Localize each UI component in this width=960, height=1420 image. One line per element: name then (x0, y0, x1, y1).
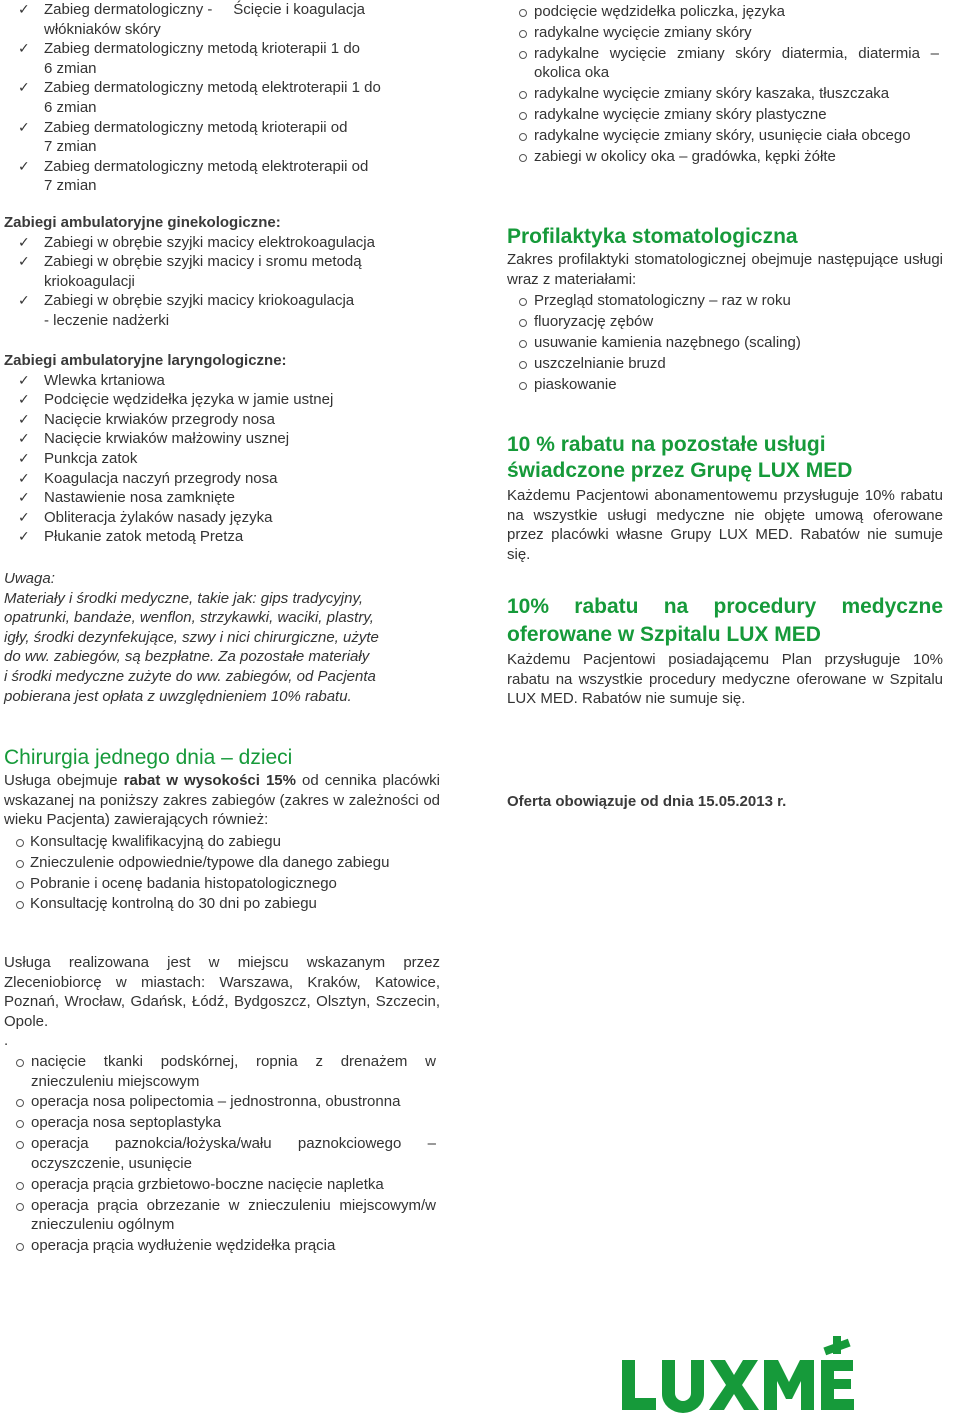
list-item: radykalne wycięcie zmiany skóry diatermia, diatermia – okolica oka (507, 44, 939, 83)
list-item: Przegląd stomatologiczny – raz w roku (507, 291, 943, 311)
list-item: ✓ Zabiegi w obrębie szyjki macicy i sromu metodą kriokoagulacji (4, 252, 438, 291)
list-item: uszczelnianie bruzd (507, 354, 943, 374)
list-item: ✓ Punkcja zatok (4, 449, 438, 469)
section-title: Chirurgia jednego dnia – dzieci (4, 746, 293, 769)
operations-list (4, 1052, 436, 1257)
list-item: operacja prącia grzbietowo-boczne nacięcie napletka (4, 1175, 436, 1195)
chir-intro: Usługa obejmuje rabat w wysokości 15% od cennika placówki wskazanej na poniższy zakres zabiegów (zakres w zależności od wieku Pacjenta) zawierających również: (4, 772, 440, 829)
note-line: i środki medyczne zużyte do ww. zabiegów, od Pacjenta (4, 667, 376, 685)
section-heading: Zabiegi ambulatoryjne ginekologiczne: (4, 214, 281, 231)
szpital-section (507, 593, 943, 709)
list-item: Konsultację kwalifikacyjną do zabiegu (4, 832, 440, 852)
note-line: do ww. zabiegów, są bezpłatne. Za pozostałe materiały (4, 648, 370, 666)
list-item: ✓ Zabieg dermatologiczny metodą elektroterapii 1 do 6 zmian (4, 78, 438, 117)
list-item: ✓ Nacięcie krwiaków przegrody nosa (4, 410, 438, 430)
list-item: ✓ Nacięcie krwiaków małżowiny usznej (4, 429, 438, 449)
luxmed-logo (620, 1334, 870, 1414)
list-item: ✓ Zabieg dermatologiczny - Ścięcie i koagulacja włókniaków skóry (4, 0, 438, 39)
section-text: Każdemu Pacjentowi posiadającemu Plan przysługuje 10% rabatu na wszystkie procedury medyczne oferowane w Szpitalu LUX MED. Rabatów nie sumuje się. (507, 651, 943, 708)
list-item: ✓ Zabiegi w obrębie szyjki macicy kriokoagulacja - leczenie nadżerki (4, 291, 438, 330)
list-item: ✓ Zabieg dermatologiczny metodą krioterapii od 7 zmian (4, 118, 438, 157)
list-item: radykalne wycięcie zmiany skóry plastyczne (507, 105, 939, 125)
list-item: ✓ Zabieg dermatologiczny metodą krioterapii 1 do 6 zmian (4, 39, 438, 78)
list-item: operacja paznokcia/łożyska/wału paznokciowego – oczyszczenie, usunięcie (4, 1134, 436, 1173)
note-line: opatrunki, bandaże, wenflon, strzykawki, waciki, plastry, (4, 609, 374, 627)
section-text: Każdemu Pacjentowi abonamentowemu przysługuje 10% rabatu na wszystkie usługi medyczne nie objęte umową oferowane przez placówki własne Grupy LUX MED. Rabatów nie sumuje się. (507, 487, 943, 563)
list-item: Pobranie i ocenę badania histopatologicznego (4, 874, 440, 894)
list-item: operacja nosa polipectomia – jednostronna, obustronna (4, 1092, 436, 1112)
chir-location: Usługa realizowana jest w miejscu wskazanym przez Zleceniobiorcę w miastach: Warszawa, Kraków, Katowice, Poznań, Wrocław, Gdańsk, Łódź, Bydgoszcz, Olsztyn, Szczecin, Opole. . (4, 954, 440, 1050)
list-item: ✓ Obliteracja żylaków nasady języka (4, 508, 438, 528)
lar-section (4, 351, 438, 547)
uwaga-note (4, 569, 438, 706)
list-item: operacja prącia obrzezanie w znieczuleniu miejscowym/w znieczuleniu ogólnym (4, 1196, 436, 1235)
list-item: radykalne wycięcie zmiany skóry (507, 23, 939, 43)
list-item: radykalne wycięcie zmiany skóry, usunięcie ciała obcego (507, 126, 939, 146)
list-item: ✓ Zabiegi w obrębie szyjki macicy elektrokoagulacja (4, 233, 438, 253)
list-item: ✓ Koagulacja naczyń przegrody nosa (4, 469, 438, 489)
list-item: operacja prącia wydłużenie wędzidełka prącia (4, 1236, 436, 1256)
luxmed-logo-graphic (620, 1334, 870, 1414)
stomatology-section (507, 224, 943, 396)
logo-text: LUXMED (620, 1334, 625, 1335)
list-item: operacja nosa septoplastyka (4, 1113, 436, 1133)
list-item: Konsultację kontrolną do 30 dni po zabiegu (4, 894, 440, 914)
list-item: piaskowanie (507, 375, 943, 395)
note-line: pobierana jest opłata z uwzględnieniem 10% rabatu. (4, 687, 352, 705)
section-title: 10 % rabatu na pozostałe usługi świadczone przez Grupę LUX MED (507, 433, 853, 482)
list-item: podcięcie wędzidełka policzka, języka (507, 2, 939, 22)
list-item: zabiegi w okolicy oka – gradówka, kępki żółte (507, 147, 939, 167)
section-heading: Zabiegi ambulatoryjne laryngologiczne: (4, 352, 287, 369)
list-item: ✓ Wlewka krtaniowa (4, 371, 438, 391)
chirurgia-section (4, 745, 440, 915)
list-item: ✓ Płukanie zatok metodą Pretza (4, 527, 438, 547)
rabat-section (507, 432, 943, 564)
list-item: radykalne wycięcie zmiany skóry kaszaka, tłuszczaka (507, 84, 939, 104)
right-top-list (507, 2, 939, 168)
list-item: ✓ Podcięcie wędzidełka języka w jamie ustnej (4, 390, 438, 410)
list-item: fluoryzację zębów (507, 312, 943, 332)
dot-separator: . (4, 1032, 9, 1050)
note-line: Materiały i środki medyczne, takie jak: gips tradycyjny, (4, 589, 364, 607)
list-item: nacięcie tkanki podskórnej, ropnia z drenażem w znieczuleniu miejscowym (4, 1052, 436, 1091)
gyn-section (4, 213, 438, 331)
derm-section (4, 0, 438, 196)
list-item: usuwanie kamienia nazębnego (scaling) (507, 333, 943, 353)
section-title: Profilaktyka stomatologiczna (507, 225, 798, 248)
list-item: Znieczulenie odpowiednie/typowe dla danego zabiegu (4, 853, 440, 873)
note-label: Uwaga: (4, 570, 55, 587)
note-line: igły, środki dezynfekujące, szwy i nici chirurgiczne, użyte (4, 628, 379, 646)
section-title: 10% rabatu na procedury medyczne oferowane w Szpitalu LUX MED (507, 595, 943, 646)
list-item: ✓ Zabieg dermatologiczny metodą elektroterapii od 7 zmian (4, 157, 438, 196)
section-intro: Zakres profilaktyki stomatologicznej obejmuje następujące usługi wraz z materiałami: (507, 251, 943, 288)
offer-validity: Oferta obowiązuje od dnia 15.05.2013 r. (507, 793, 787, 810)
list-item: ✓ Nastawienie nosa zamknięte (4, 488, 438, 508)
